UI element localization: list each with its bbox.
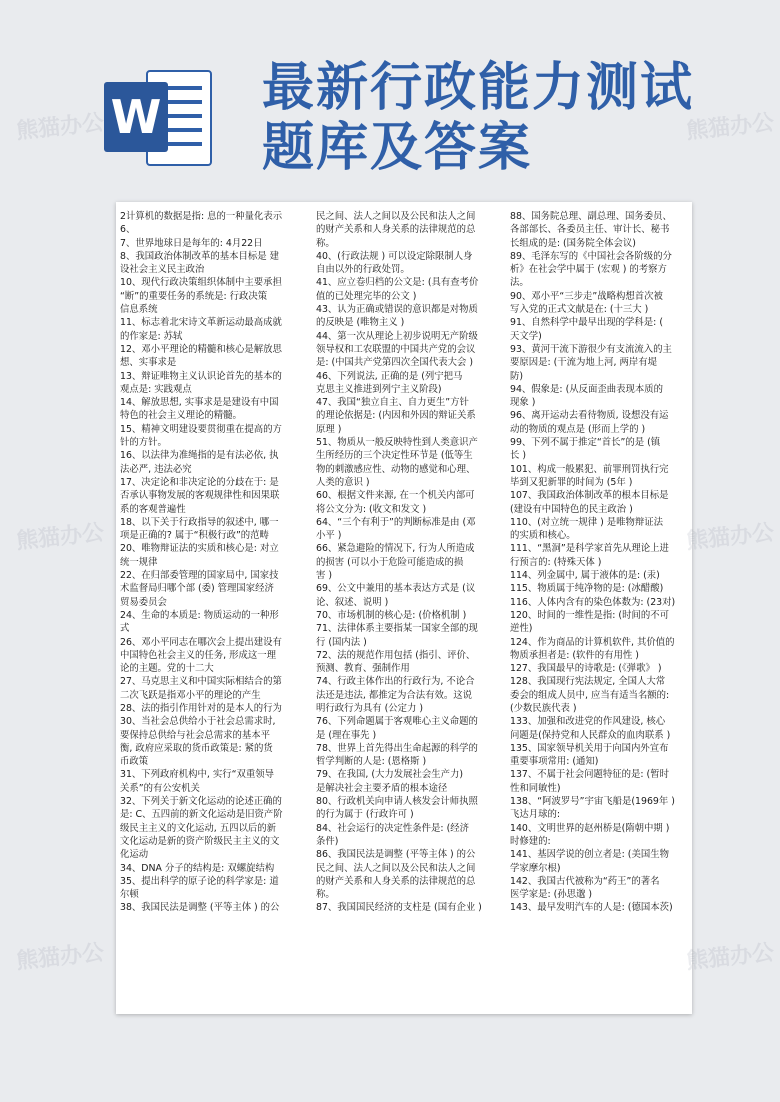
text-line: 信息系统 xyxy=(120,304,158,316)
text-line: 析》在社会学中属于 (宏观 ) 的考察方 xyxy=(510,264,667,276)
text-line: 动的物质的观点是 (形而上学的 ) xyxy=(510,423,646,435)
text-line: 学家摩尔根) xyxy=(510,862,561,874)
watermark-text: 熊猫办公 xyxy=(685,940,776,975)
text-line: 明行政行为具有 (公定力 ) xyxy=(316,702,424,714)
text-line: 预测、教育、强制作用 xyxy=(316,663,410,675)
text-line: 140、文明世界的赵州桥是(隋朝中期 ) xyxy=(510,822,670,834)
text-line: 防) xyxy=(510,370,524,382)
text-line: 101、构成一般累犯、前罪刑罚执行完 xyxy=(510,463,669,475)
text-line: 8、我国政治体制改革的基本目标是 建 xyxy=(120,250,279,262)
text-line: 16、以法律为准绳指的是有法必依, 执 xyxy=(120,450,279,462)
text-line: 26、邓小平同志在哪次会上提出建设有 xyxy=(120,636,282,648)
text-line: 克思主义推进到列宁主义阶段) xyxy=(316,383,442,395)
text-line: 86、我国民法是调整 (平等主体 ) 的公 xyxy=(316,849,476,861)
text-line: 是解决社会主要矛盾的根本途径 xyxy=(316,782,448,794)
text-line: 是: (中国共产党第四次全国代表大会 ) xyxy=(316,357,474,369)
watermark-text: 熊猫办公 xyxy=(15,110,106,145)
text-line: (少数民族代表 ) xyxy=(510,702,577,714)
text-line: 中国特色社会主义的任务, 形成这一理 xyxy=(120,649,276,661)
text-line: 47、我国“独立自主、自力更生”方针 xyxy=(316,397,469,409)
word-logo-letter: W xyxy=(104,82,168,152)
text-column-right xyxy=(510,210,690,915)
text-line: 30、当社会总供给小于社会总需求时, xyxy=(120,716,276,728)
text-line: 长 ) xyxy=(510,450,527,462)
text-line: 的实质和核心。 xyxy=(510,530,576,542)
text-line: 96、离开运动去看待物质, 设想没有运 xyxy=(510,410,669,422)
text-line: 141、基因学说的创立者是: (美国生物 xyxy=(510,849,669,861)
text-line: 毕到又犯新罪的时间为 (5年 ) xyxy=(510,476,633,488)
text-line: 化运动 xyxy=(120,849,149,861)
text-line: 79、在我国, (大力发展社会生产力) xyxy=(316,769,464,781)
title-line-1: 最新行政能力测试 xyxy=(262,57,695,118)
text-line: 93、黄河干流下游很少有支流流入的主 xyxy=(510,343,672,355)
text-line: 民之间、法人之间以及公民和法人之间 xyxy=(316,211,476,222)
text-line: 120、时间的一维性是指: (时间的不可 xyxy=(510,609,669,621)
text-line: 重要事项常用: (通知) xyxy=(510,756,599,768)
text-line: 133、加强和改进党的作风建设, 核心 xyxy=(510,716,666,728)
text-line: 60、根据文件来源, 在一个机关内部可 xyxy=(316,490,475,502)
text-line: 17、决定论和非决定论的分歧在于: 是 xyxy=(120,476,279,488)
text-line: 民之间、法人之间以及公民和法人之间 xyxy=(316,862,476,874)
text-line: 38、我国民法是调整 (平等主体 ) 的公 xyxy=(120,902,280,914)
text-line: 将公文分为: (收文和发文 ) xyxy=(316,503,427,515)
text-column-middle xyxy=(316,210,496,915)
watermark-text: 熊猫办公 xyxy=(685,520,776,555)
text-line: (建设有中国特色的民主政治 ) xyxy=(510,503,633,515)
text-line: 贸易委员会 xyxy=(120,596,167,608)
text-line: 设社会主义民主政治 xyxy=(120,264,205,276)
text-line: 性和同敏性) xyxy=(510,782,561,794)
text-line: 88、国务院总理、副总理、国务委员、 xyxy=(510,211,672,222)
text-line: 物质承担者是: (软件的有用性 ) xyxy=(510,649,639,661)
text-line: 术监督局归哪个部 (委) 管理国家经济 xyxy=(120,583,274,595)
document-page xyxy=(116,202,692,1014)
text-line: 78、世界上首先得出生命起源的科学的 xyxy=(316,742,478,754)
text-line: 13、辩证唯物主义认识论首先的基本的 xyxy=(120,370,282,382)
text-line: 41、应立卷归档的公文是: (具有查考价 xyxy=(316,277,479,289)
text-line: 是: C、五四前的新文化运动是旧资产阶 xyxy=(120,809,283,821)
watermark-text: 熊猫办公 xyxy=(15,940,106,975)
text-line: 107、我国政治体制改革的根本目标是 xyxy=(510,490,669,502)
text-line: 项是正确的? 属于“积极行政”的范畴 xyxy=(120,530,269,542)
text-line: 论、叙述、说明 ) xyxy=(316,596,389,608)
text-line: 18、以下关于行政指导的叙述中, 哪一 xyxy=(120,516,279,528)
text-line: 称。 xyxy=(316,237,335,249)
text-line: 127、我国最早的诗歌是: (《弹歌》 ) xyxy=(510,663,662,675)
text-line: 46、下列说法, 正确的是 (列宁把马 xyxy=(316,370,463,382)
text-line: 特色的社会主义理论的精髓。 xyxy=(120,410,242,422)
text-line: 行预言的: (特殊天体 ) xyxy=(510,556,602,568)
text-line: 天文学) xyxy=(510,330,542,342)
text-line: 90、邓小平“三步走”战略构想首次被 xyxy=(510,290,663,302)
text-line: 小平 ) xyxy=(316,530,342,542)
text-line: 44、第一次从理论上初步说明无产阶级 xyxy=(316,330,478,342)
text-line: 137、不属于社会问题特征的是: (暂时 xyxy=(510,769,669,781)
text-line: 10、现代行政决策组织体制中主要承担 xyxy=(120,277,282,289)
page-title xyxy=(262,58,762,178)
text-line: 害 ) xyxy=(316,570,333,582)
text-line: 70、市场机制的核心是: (价格机制 ) xyxy=(316,609,467,621)
text-line: 116、人体内含有的染色体数为: (23对) xyxy=(510,596,676,608)
word-document-icon xyxy=(104,68,212,168)
text-line: 84、社会运行的决定性条件是: (经济 xyxy=(316,822,469,834)
text-line: 称。 xyxy=(316,889,335,901)
text-line: 31、下列政府机构中, 实行“双重领导 xyxy=(120,769,274,781)
text-line: 66、紧急避险的情况下, 行为人所造成 xyxy=(316,543,475,555)
text-line: 的理论依据是: (内因和外因的辩证关系 xyxy=(316,410,476,422)
text-line: 64、“三个有利于”的判断标准是由 (邓 xyxy=(316,516,476,528)
text-line: 否承认事物发展的客观规律性和因果联 xyxy=(120,490,280,502)
text-line: 时修建的: xyxy=(510,835,551,847)
text-line: 89、毛泽东写的《中国社会各阶级的分 xyxy=(510,250,672,262)
text-line: 15、精神文明建设要贯彻重在提高的方 xyxy=(120,423,282,435)
text-line: 衡, 政府应采取的货币政策是: 紧的货 xyxy=(120,742,273,754)
text-line: 22、在归部委管理的国家局中, 国家技 xyxy=(120,570,279,582)
text-line: 二次飞跃是指邓小平的理论的产生 xyxy=(120,689,261,701)
text-line: 35、提出科学的原子论的科学家是: 道 xyxy=(120,875,279,887)
text-line: 124、作为商品的计算机软件, 其价值的 xyxy=(510,636,675,648)
text-line: 7、世界地球日是每年的: 4月22日 xyxy=(120,237,263,249)
text-line: 想、实事求是 xyxy=(120,357,177,369)
text-line: 法还是违法, 都推定为合法有效。这说 xyxy=(316,689,472,701)
text-line: 28、法的指引作用针对的是本人的行为 xyxy=(120,702,282,714)
text-line: 医学家是: (孙思邈 ) xyxy=(510,889,593,901)
text-line: 的反映是 (唯物主义 ) xyxy=(316,317,405,329)
text-line: 80、行政机关向申请人核发会计师执照 xyxy=(316,796,478,808)
text-line: 自由以外的行政处罚。 xyxy=(316,264,410,276)
text-line: 12、邓小平理论的精髓和核心是解放思 xyxy=(120,343,282,355)
text-line: 论的主题。党的十二大 xyxy=(120,663,214,675)
watermark-text: 熊猫办公 xyxy=(15,520,106,555)
text-line: 34、DNA 分子的结构是: 双螺旋结构 xyxy=(120,862,275,874)
text-line: 51、物质从一般反映特性到人类意识产 xyxy=(316,437,478,449)
text-line: 20、唯物辩证法的实质和核心是: 对立 xyxy=(120,543,279,555)
text-line: 针的方针。 xyxy=(120,437,167,449)
text-line: 写入党的正式文献是在: (十三大 ) xyxy=(510,304,649,316)
text-line: 问题是(保持党和人民群众的血肉联系 ) xyxy=(510,729,671,741)
text-line: 要原因是: (干流为地上河, 两岸有堤 xyxy=(510,357,658,369)
text-line: 法必严, 违法必究 xyxy=(120,463,192,475)
text-line: 2计算机的数据是指: 息的一种量化表示 xyxy=(120,211,283,222)
text-line: 69、公文中兼用的基本表达方式是 (议 xyxy=(316,583,476,595)
text-line: 文化运动是新的资产阶级民主主义的文 xyxy=(120,835,280,847)
text-line: 生所经历的三个决定性环节是 (低等生 xyxy=(316,450,473,462)
text-line: 114、列金属中, 属于液体的是: (汞) xyxy=(510,570,660,582)
text-line: 143、最早发明汽车的人是: (德国本茨) xyxy=(510,902,673,914)
text-line: 94、假象是: (从反面歪曲表现本质的 xyxy=(510,383,663,395)
text-line: 的作家是: 苏轼 xyxy=(120,330,183,342)
text-line: 24、生命的本质是: 物质运动的一种形 xyxy=(120,609,279,621)
text-line: 逆性) xyxy=(510,623,533,635)
text-line: 27、马克思主义和中国实际相结合的第 xyxy=(120,676,282,688)
text-line: 的行为属于 (行政许可 ) xyxy=(316,809,414,821)
text-line: 级民主主义的文化运动, 五四以后的新 xyxy=(120,822,276,834)
text-line: 71、法律体系主要指某一国家全部的现 xyxy=(316,623,478,635)
text-line: 11、标志着北宋诗文革新运动最高成就 xyxy=(120,317,282,329)
text-line: 要保持总供给与社会总需求的基本平 xyxy=(120,729,271,741)
text-line: 40、(行政法规 ) 可以设定除限制人身 xyxy=(316,250,473,262)
text-line: 条件) xyxy=(316,835,339,847)
text-line: 系的客观普遍性 xyxy=(120,503,186,515)
text-line: 14、解放思想, 实事求是是建设有中国 xyxy=(120,397,279,409)
text-line: 现象 ) xyxy=(510,397,536,409)
text-line: 法。 xyxy=(510,277,529,289)
text-line: 领导权和工农联盟的中国共产党的会议 xyxy=(316,343,476,355)
text-line: 各部部长、各委员主任、审计长、秘书 xyxy=(510,224,670,236)
text-line: 行 (国内法 ) xyxy=(316,636,367,648)
text-line: 76、下列命题属于客观唯心主义命题的 xyxy=(316,716,478,728)
text-line: 72、法的规范作用包括 (指引、评价、 xyxy=(316,649,476,661)
text-line: 的财产关系和人身关系的法律规范的总 xyxy=(316,224,476,236)
text-line: 32、下列关于新文化运动的论述正确的 xyxy=(120,796,282,808)
watermark-text: 熊猫办公 xyxy=(685,110,776,145)
title-line-2: 题库及答案 xyxy=(262,117,533,178)
text-line: 人类的意识 ) xyxy=(316,476,370,488)
text-line: 99、下列不属于推定“首长”的是 (镇 xyxy=(510,437,661,449)
text-line: 43、认为正确或错误的意识都是对物质 xyxy=(316,304,478,316)
text-line: 飞达月球的: xyxy=(510,809,561,821)
text-line: 式 xyxy=(120,623,130,635)
text-line: 值的已处理完毕的公文 ) xyxy=(316,290,417,302)
text-line: 6、 xyxy=(120,224,136,236)
text-line: “断”的重要任务的系统是: 行政决策 xyxy=(120,290,268,302)
text-line: 委会的组成人员中, 应当有适当名额的: xyxy=(510,689,670,701)
text-line: 91、自然科学中最早出现的学科是: ( xyxy=(510,317,663,329)
text-line: 74、行政主体作出的行政行为, 不论合 xyxy=(316,676,475,688)
text-line: 哲学判断的人是: (恩格斯 ) xyxy=(316,756,427,768)
text-line: 115、物质属于纯净物的是: (冰醋酸) xyxy=(510,583,664,595)
text-line: 关系”的有公安机关 xyxy=(120,782,200,794)
text-line: 长组成的是: (国务院全体会议) xyxy=(510,237,636,249)
text-line: 原理 ) xyxy=(316,423,342,435)
text-line: 物的刺激感应性、动物的感觉和心理、 xyxy=(316,463,476,475)
text-line: 142、我国古代被称为“药王”的著名 xyxy=(510,875,660,887)
text-line: 110、(对立统一规律 ) 是唯物辩证法 xyxy=(510,516,664,528)
text-line: 135、国家领导机关用于向国内外宣布 xyxy=(510,742,669,754)
text-line: 的财产关系和人身关系的法律规范的总 xyxy=(316,875,476,887)
text-line: 尔顿 xyxy=(120,889,139,901)
text-line: 统一规律 xyxy=(120,556,158,568)
text-line: 观点是: 实践观点 xyxy=(120,383,192,395)
text-column-left xyxy=(120,210,300,915)
text-line: 币政策 xyxy=(120,756,149,768)
text-line: 128、我国现行宪法规定, 全国人大常 xyxy=(510,676,666,688)
text-line: 87、我国国民经济的支柱是 (国有企业 ) xyxy=(316,902,482,914)
text-line: 是 (理在事先 ) xyxy=(316,729,377,741)
text-line: 的损害 (可以小于危险可能造成的损 xyxy=(316,556,464,568)
text-line: 111、“黑洞”是科学家首先从理论上进 xyxy=(510,543,669,555)
text-line: 138、“阿波罗号”宇宙飞船是(1969年 ) xyxy=(510,796,675,808)
